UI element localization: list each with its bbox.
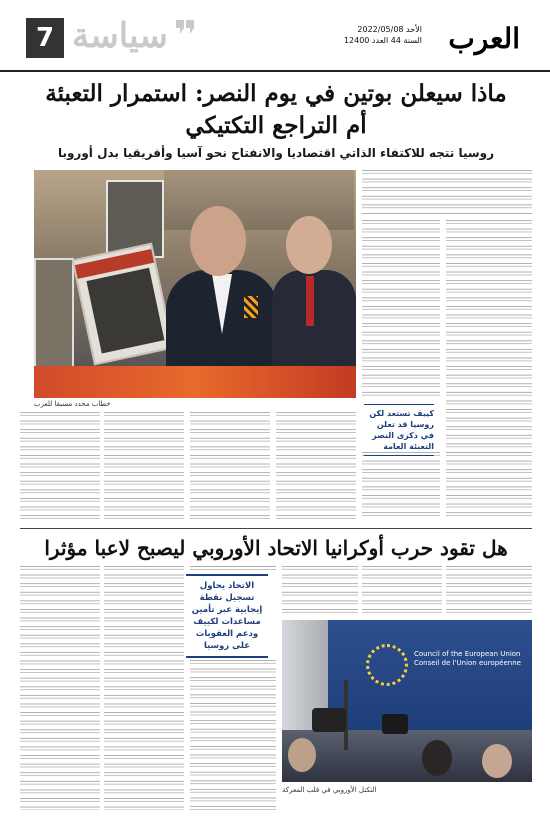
second-headline: هل تقود حرب أوكرانيا الاتحاد الأوروبي ليصبح لاعبا مؤثرا	[44, 536, 508, 560]
section-divider	[20, 528, 532, 529]
eu-council-photo	[282, 620, 532, 782]
parade-banner	[34, 366, 356, 398]
main-headline	[20, 78, 532, 142]
article2-body-column	[104, 566, 184, 810]
st-george-ribbon	[244, 296, 258, 318]
photo-caption-2: التكتل الأوروبي في قلب المعركة	[282, 786, 377, 794]
issue-date: الأحد 2022/05/08	[357, 25, 422, 34]
council-sign: Council of the European Union Conseil de l'Union européenne	[414, 650, 521, 667]
immortal-regiment-poster	[72, 243, 175, 366]
headline-line-2: أم التراجع التكتيكي	[185, 112, 367, 139]
issue-number: السنة 44 العدد 12400	[343, 36, 422, 45]
article2-body-column	[190, 660, 276, 810]
article1-body-column	[362, 170, 532, 214]
article2-body-column	[282, 566, 358, 616]
article1-body-column	[276, 412, 356, 522]
camera-icon	[312, 708, 346, 732]
eu-backdrop	[322, 620, 532, 730]
article1-body-column	[104, 412, 184, 522]
article2-body-column	[362, 566, 442, 616]
pull-quote-2: الاتحاد يحاول تسجيل نقطة إيجابية عبر تأمين مساعدات لكييف ودعم العقوبات على روسيا	[186, 574, 268, 658]
article1-body-column	[446, 220, 532, 520]
masthead	[0, 14, 550, 72]
photo-caption: خطاب محدد مسبقا للعرب	[34, 400, 111, 408]
article2-body-column	[190, 566, 276, 570]
page-number: 7	[26, 18, 64, 58]
quote-icon	[174, 18, 196, 36]
section-title: سياسة	[72, 16, 168, 56]
eu-stars-icon	[366, 644, 408, 686]
article1-body-column	[20, 412, 100, 522]
article2-body-column	[20, 566, 100, 810]
veteran-figure	[34, 258, 74, 373]
camera-icon	[382, 714, 408, 734]
dateline	[344, 24, 422, 46]
crowd-background	[164, 170, 354, 230]
article1-body-column	[362, 452, 440, 520]
headline-line-1: ماذا سيعلن بوتين في يوم النصر: استمرار التعبئة	[45, 80, 507, 107]
article2-body-column	[446, 566, 532, 616]
subheadline: روسيا تتجه للاكتفاء الذاتي اقتصاديا والانفتاح نحو آسيا وأفريقيا بدل أوروبا	[57, 146, 495, 160]
parade-photo	[34, 170, 356, 398]
pull-quote: كييف تستعد لكن روسيا قد تعلن في ذكرى النصر التعبئة العامة	[364, 404, 434, 456]
newspaper-logo: العرب	[448, 22, 520, 55]
article1-body-column	[362, 220, 440, 396]
article1-body-column	[190, 412, 270, 522]
